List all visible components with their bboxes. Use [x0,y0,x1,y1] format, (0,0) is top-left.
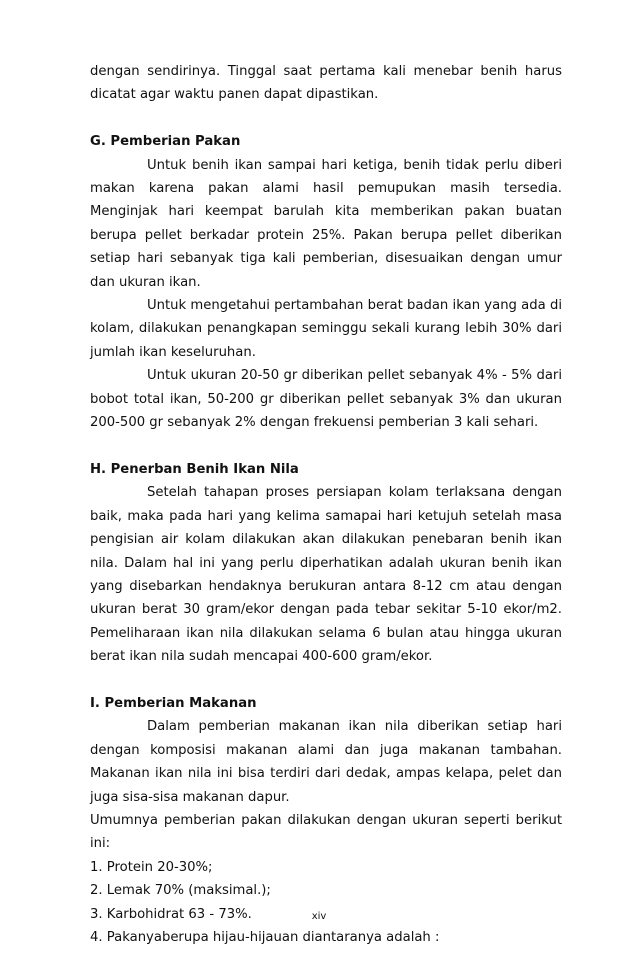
spacer [90,669,562,692]
page-number: xiv [311,911,327,922]
section-g-paragraph-3: Untuk ukuran 20-50 gr diberikan pellet sebanyak 4% - 5% dari bobot total ikan, 50-200 gr diberikan pellet sebanyak 3% dan ukuran 200-500 gr sebanyak 2% dengan frekuensi pemberian 3 kali sehari. [90,368,562,431]
section-i-heading: I. Pemberian Makanan [90,695,257,711]
spacer [90,107,562,130]
list-item: 4. Pakanyaberupa hijau-hijauan diantaranya adalah : [90,929,440,945]
section-i-paragraph-1: Dalam pemberian makanan ikan nila diberikan setiap hari dengan komposisi makanan alami dan juga makanan tambahan. Makanan ikan nila ini bisa terdiri dari dedak, ampas kelapa, pelet dan juga sisa-sisa makanan dapur. [90,719,562,805]
section-g-paragraph-2: Untuk mengetahui pertambahan berat badan ikan yang ada di kolam, dilakukan penangkapan seminggu sekali kurang lebih 30% dari jumlah ikan keseluruhan. [90,298,562,360]
section-h-heading: H. Penerban Benih Ikan Nila [90,461,299,477]
list-item: 2. Lemak 70% (maksimal.); [90,883,271,899]
section-g-heading: G. Pemberian Pakan [90,134,241,150]
spacer [90,434,562,457]
section-h-paragraph-1: Setelah tahapan proses persiapan kolam terlaksana dengan baik, maka pada hari yang kelima samapai hari ketujuh setelah masa pengisian air kolam dilakukan akan dilakukan penebaran benih ikan nila. Dalam hal ini yang perlu diperhatikan adalah ukuran benih ikan yang disebarkan hendaknya berukuran antara 8-12 cm atau dengan ukuran berat 30 gram/ekor dengan pada tebar sekitar 5-10 ekor/m2. Pemeliharaan ikan nila dilakukan selama 6 bulan atau hingga ukuran berat ikan nila sudah mencapai 400-600 gram/ekor. [90,485,562,665]
intro-paragraph: dengan sendirinya. Tinggal saat pertama kali menebar benih harus dicatat agar waktu panen dapat dipastikan. [90,64,562,103]
list-item: 1. Protein 20-30%; [90,859,213,875]
list-item: 3. Karbohidrat 63 - 73%. [90,906,252,922]
nutrition-list [90,856,562,950]
section-g-paragraph-1: Untuk benih ikan sampai hari ketiga, benih tidak perlu diberi makan karena pakan alami hasil pemupukan masih tersedia. Menginjak hari keempat barulah kita memberikan pakan buatan berupa pellet berkadar protein 25%. Pakan berupa pellet diberikan setiap hari sebanyak tiga kali pemberian, disesuaikan dengan umur dan ukuran ikan. [90,157,562,290]
section-i-paragraph-2: Umumnya pemberian pakan dilakukan dengan ukuran seperti berikut ini: [90,812,562,852]
document-page [90,60,562,949]
